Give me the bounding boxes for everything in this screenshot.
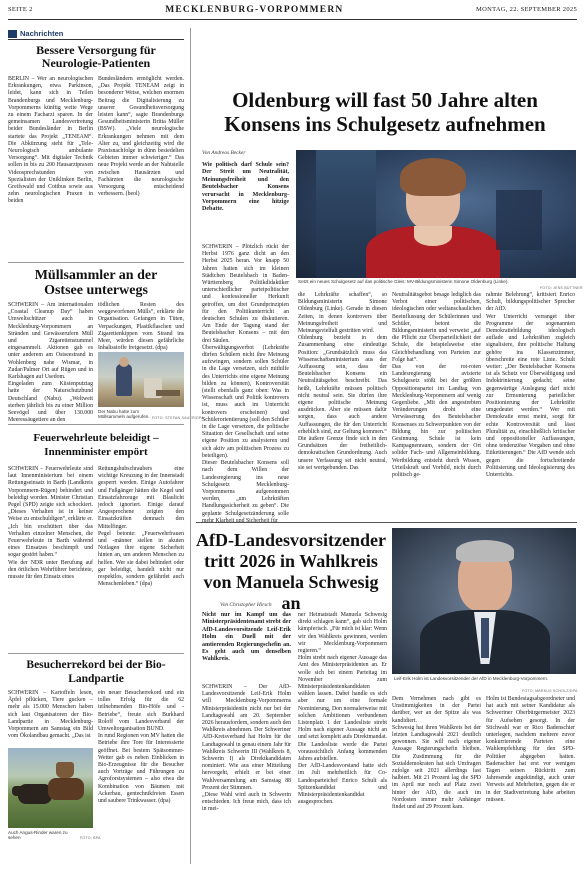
cattle-photo: [8, 748, 93, 828]
divider: [8, 424, 184, 425]
sidebar-a2-col1: SCHWERIN – Am internationalen „Coastal Cleanup Day“ haben Umweltschützer auch in Mecklenburg-Vorpommern an Stränden und Gewässerufern Müll und Zigarettenstummel eingesammelt. Aktionen gab es unter anderem am Ostseestrand in Wohlenberg nahe Wismar, in Zudar/Palmer Ort auf Rügen und in Karlshagen auf Usedom. Eingeladen zum Küstenputztag hatte der Naturschutzbund Deutschland (Nabu). „Weltweit sterben jährlich bis zu einer Million Seevögel und über 130.000 Meeressäugetiere an den: [8, 302, 93, 424]
oldenburg-photo: [296, 150, 576, 278]
second-col1: SCHWERIN – Der AfD-Landesvorsitzende Leif-Erik Holm will Mecklenburg-Vorpommerns Ministerpräsidentin nicht nur bei der Landtagswahl am 20. September 2026 herausfordern, sondern auch den Wahlkreis abnehmen. Der Schweriner AfD-Kreisverband hat Holm für die Landtagswahl in genau einem Jahr für Wahlkreis Schwerin III (Wahlkreis 8, Schwerin I) als Direktkandidaten nominiert. Wie aus einer Mitteilung hervorgeht, erhielt er bei einer Wahlversammlung am Samstag 88 Prozent der Stimmen. „Diese Wahl wird auch in Schwerin entschieden. Ich freue mich, dass ich in mei-: [202, 684, 291, 813]
main-col3: Neutralitätsgebot besage lediglich das Verbot einer politischen, ideologischen oder weltanschaulichen Beeinflussung der Schülerinnen und Schüler, betont die Bildungsministerin und verweist „auf die Pflicht zur Überparteilichkeit der Schule, die beispielsweise eine Gleichbehandlung von Parteien zur Folge hat“. Das von der rot-roten Landesregierung avisierte Schulgesetz stößt bei der größten Oppositionspartei im Landtag von Mecklenburg-Vorpommern auf wenig Gegenliebe. „Mit den angestrebten Veränderungen droht eine Verwässerung des Beutelsbacher Konsenses zu Schwerpunkten von der Bildung hin zur politischen Gesinnung. Schule ist kein Kampagnenraum, sondern der Ort solider Fach- und Allgemeinbildung. Wertbildung entsteht durch Wissen, Urteilskraft und Vorbild, nicht durch politisch ge-: [392, 292, 481, 479]
main-lead: Wie politisch darf Schule sein? Der Streit um Neutralität, Meinungsfreiheit und den Beutelsbacher Konsens verursacht in Mecklenburg-Vorpommern eine hitzige Debatte.: [202, 162, 289, 213]
issue-date: MONTAG, 22. SEPTEMBER 2025: [476, 6, 577, 13]
sidebar-a1-col1: BERLIN – Wer an neurologischen Erkrankungen, etwa Parkinson, leidet, kann sich in Teilen Brandenburgs und Mecklenburg-Vorpommerns künftig weite Wege zu einem Facharzt sparen. In der gemeinsamen Landesvertretung beider Bundesländer in Berlin startete das Projekt „TENEAM“. Die Abkürzung steht für „Tele-Neurologisch ambulante Versorgung“. Mit digitaler Technik sollen in bis zu 200 Hausarztpraxen Videosprechstunden von Spezialisten der Uniklinken Berlin, Greifswald und Cottbus sowie aus zehn neurologischen Praxen in beiden: [8, 76, 93, 205]
second-byline: Von Christopher Hirsch: [220, 602, 272, 608]
sidebar-a4-caption: Auch Angus-Rinder waren zu sehen: [8, 830, 68, 841]
sidebar-a4-col2: ein neuer Besucherrekord und ein tolles Erfolg für die 62 teilnehmenden Bio-Höfe und -Betriebe“, freute sich Burkhard Roloff vom Landesverband der Umweltorganisation BUND. In rund Regionen von MV hatten die Betriebe ihre Tore für Interessierte geöffnet. Bei bestem Spätsommer-Wetter gab es neben Einblicken in Bio-Erzeugnisse für die Besucher auch Vorträge und Führungen zu Agroforstsystemen – also etwa die Kombination von Bäumen mit Ackerbau, gentechnikfreien Essen und saubere Trinkwasser. (dpa): [98, 690, 184, 805]
column-divider: [190, 28, 191, 864]
holm-photo: [392, 528, 576, 674]
main-byline: Von Andreas Becker: [202, 150, 246, 156]
divider: [196, 522, 577, 523]
page-number: SEITE 2: [8, 6, 33, 13]
page-header: [8, 0, 577, 20]
sidebar-label: [8, 28, 184, 40]
sidebar-a1-col2: Bundesländern ermöglicht werden. „Das Projekt TENEAM zeigt in besonderer Weise, welchen enormen Beitrag die Digitalisierung zu unserer Gesundheitsversorgung leisten kann“, sagte Brandenburgs Gesundheitsministerin Britta Müller (BSW). „Viele neurologische Erkrankungen nehmen mit dem Alter zu, und gleichzeitig wird die Praxisnachfolge in dünn besiedelten Gebieten immer schwieriger.“ Das neue Projekt werde an der Nahtstelle zwischen Hausärzten und Fachärzten die neurologische Versorgung entscheidend verbessern. (beol): [98, 76, 184, 198]
second-photo-caption: Leif-Erik Holm ist Landesvorsitzender der AfD in Mecklenburg-Vorpommern.: [394, 676, 549, 681]
sidebar-a4-headline: Besucherrekord bei der Bio-Landpartie: [26, 659, 166, 685]
main-photo-credit: FOTO: JENS BÜTTNER: [540, 286, 583, 290]
sidebar-a2-caption: Der Nabu hatte zum Müllsammeln aufgerufen.: [98, 409, 150, 420]
second-lead: Nicht nur im Kampf um das Ministerpräsidentenamt strebt der AfD-Landesvorsitzende Leif-Erik Holm ein Duell mit der amtierenden Regierungschefin an. Es geht auch um denselben Wahlkreis.: [202, 612, 291, 663]
main-headline: Oldenburg will fast 50 Jahre alten Konsens ins Schulgesetz aufnehmen: [224, 88, 546, 136]
sidebar-a4-col1: SCHWERIN – Kartoffeln lesen, Äpfel pflücken, Tiere gucken – mehr als 15.000 Menschen haben sich laut Organisatoren der Bio-Landpartie in Mecklenburg-Vorpommern am Samstag ein Bild vom Ökolandbau gemacht. „Das ist: [8, 690, 93, 740]
sidebar-section-label: Nachrichten: [20, 29, 64, 38]
sidebar-a1-headline: Bessere Versorgung für Neurologie-Patienten: [36, 43, 156, 70]
main-col1: SCHWERIN – Plötzlich rückt der Herbst 1976 ganz dicht an den Herbst 2025 heran. Vor knapp 50 Jahren hatten sich im kleinen Städtchen Beutelsbach in Baden-Württemberg Politikdidaktiker unterschiedlicher parteipolitischer und konfessioneller Herkunft getroffen, um drei Grundprinzipien für den Politikunterricht an deutschen Schulen zu diskutieren. Am Ende der Tagung stand der Beutelsbacher Konsens – mit den drei Säulen. Überwältigungsverbot (Lehrkräfte dürfen Schülern nicht ihre Meinung aufzwingen, sondern sollen Schüler in die Lage versetzen, sich mithilfe des Unterrichts eine eigene Meinung bilden zu können), Kontroversität (stellt ebenfalls ganz oben: Was in Wissenschaft und Politik kontrovers ist, muss auch im Unterricht kontrovers erscheinen) und Schülerorientierung (soll den Schüler in die Lage versetzen, die politische Situation der Gesellschaft und seine eigene Position zu analysieren und sich aktiv am politischen Prozess zu beteiligen). Dieser Beutelsbacher Konsens soll nach dem Willen der Landesregierung ins neue Schulgesetz Mecklenburg-Vorpommerns aufgenommen werden, „um Lehrkräften Handlungssicherheit zu geben“. Die geplante Schulgesetzänderung solle mehr Klarheit und Sicherheit für: [202, 244, 289, 524]
main-col2: die Lehrkräfte schaffen“, so Bildungsministerin Simone Oldenburg (Linke). Gerade in diesen Zeiten, in denen kontrovers über Meinungsfreiheit und Meinungsvielfalt gestritten wird. Oldenburg bezieht in dem Zusammenhang eine eindeutige Position: „Grundsätzlich muss das Wissenschaftsministerium aus der Auffassung sein, dass der Beutelsbacher Konsens ein Neutralitätsgebot beschreibt. Das heißt, Lehrkräfte müssen politisch nicht neutral sein. Sie dürfen ihre eigene politische Meinung ausdrücken. Aber sie müssen dafür sorgen, dass auch andere Auffassungen, die für den Unterricht erheblich sind, zur Geltung kommen.“ Die äußere Grenze finde sich in den Grundsätzen der freiheitlich-demokratischen Grundordnung. Auch unsere Verfassung sei nicht neutral, sie sei wertgebunden. Das: [298, 292, 387, 471]
second-col4: Holm ist Bundestagsabgeordneter und hat auch mit seiner Kandidatur als Schweriner Oberbürgermeister 2023 für Aufsehen gesorgt. In der Stichwahl war er Rico Badenschier unterlegen, nachdem mehrere zuvor konkurrierende Parteien eine Wahlempfehlung für den SPD-Politiker abgegeben hatten. Badenschier hat erst vor wenigen Tagen seinen Rücktritt zum Jahresende angekündigt, auch unter Verweis auf Mehrheiten, gegen die er in der Stadtvertretung habe arbeiten müssen.: [486, 696, 575, 803]
second-col3: Dem Vernehmen nach gibt es Unstimmigkeiten in der Partei darüber, wer an der Spitze als was kandidiert. Schwesig hat ihren Wahlkreis bei der letzten Landtagswahl 2021 deutlich gewonnen. Sie will nach eigener Aussage Regierungschefin bleiben. Die Zustimmung für die Sozialdemokraten hat sich Umfragen zufolge seit 2021 allerdings fast halbiert. Mit 21 Prozent lag die SPD im April nur noch auf Platz zwei hinter der AfD, die auch im Nordosten immer mehr Anhänger findet und auf 29 Prozent kam.: [392, 696, 481, 811]
main-photo-caption: Setzt ein neues Schulgesetz auf das politische Gleis: MV-Bildungsministerin Simone Oldenburg (Linke).: [298, 279, 509, 284]
main-col4: rahmte Belehrung“, kritisiert Enrico Schult, bildungspolitischer Sprecher der AfD. Wer Unterricht verranget über Programme der sogenannten Demokratiebildung ideologisch auflade und Lehrkräften zugleich signalisiere, ihre politische Haltung gehöre ins Klassenzimmer, überschreite eine rote Linie. Schult weiter: „Der Beutelsbacher Konsens ist als Schutz vor Überwältigung und Indoktrinierung gedacht; seine gegenwärtige Auslegung darf nicht zur Ermunterung parteilicher Positionierung der Lehrkräfte umgedeutet werden.“ Wer mit Demokratie ernst meint, sorgt für echte Kontroversität und lässt Pluralität zu, einschließlich kritischer und oppositioneller Auffassungen, ohne tendenziöse Vorgaben und ohne Etikettierungen.“ Die AfD wende sich gegen die fortschreitende Politisierung und Ideologisierung des Unterrichts.: [486, 292, 575, 479]
sidebar-a2-headline: Müllsammler an der Ostsee unterwegs: [34, 268, 158, 298]
beach-cleanup-photo: [98, 352, 184, 407]
divider: [8, 653, 184, 654]
sidebar-a3-headline: Feuerwehrleute beleidigt – Innenminister empört: [33, 432, 159, 458]
sidebar-a2-col2: tödlichen Resten des weggeworfenen Mülls“, erklärte die Organisation. Gefangen in Tüten, Verpackungen, Plastikflaschen und Zigarettenkippen vom Strand ins Meer, würden diesen gefährliche Inhaltsstoffe freigesetzt. (dpa): [98, 302, 184, 352]
sidebar-a3-col1: SCHWERIN – Feuerwehrleute sind laut Innenministerium bei einem Rettungseinsatz in Barth (Landkreis Vorpommern-Rügen) behindert und beleidigt worden. Minister Christian Pegel (SPD) zeigte sich schockiert. „Dieses Verhalten ist in keiner Weise zu entschuldigen“, erklärte er. „Ich bin erschüttert über das Verhalten einzelner Menschen, die Feuerwehrleute in Barth während eines Einsatzes beschimpft und sogar gestört haben.“ Wie der NDR unter Berufung auf den örtlichen Wehrführer berichtete, musste für den Einsatz eines: [8, 466, 93, 581]
sidebar-a4-credit: FOTO: BPA: [80, 836, 101, 840]
section-title: MECKLENBURG-VORPOMMERN: [165, 4, 344, 15]
section-marker-icon: [8, 30, 17, 38]
second-photo-credit: FOTO: MARKUS SCHOLZ/DPA: [522, 689, 578, 693]
divider: [8, 262, 184, 263]
second-headline: AfD-Landesvorsitzender tritt 2026 in Wahlkreis von Manuela Schwesig an: [196, 530, 386, 613]
sidebar-a3-col2: Rettungshubschraubers eine wichtige Kreuzung in der Innenstadt gesperrt werden. Einige Autofahrer und Fußgänger hätten die Kegel und Einsatzfahrzeuge mit Blaulicht jedoch ignoriert. Einige darauf Angesprochene zeigten den Einsatzkräften demnach den Mittelfinger. Pegel betonte: „Feuerwehrfrauen und -männer stellen in akuten Notlagen ihre eigene Sicherheit hinten an, um anderen Menschen zu helfen. Wer sie dabei behindert oder gar beleidigt, handelt nicht nur respektlos, sondern gefährdet auch Menschenleben.“ (dpa): [98, 466, 184, 588]
second-col2: ner Heimatstadt Manuela Schwesig direkt schlagen kann“, gab sich Holm kämpferisch. „Für mich ist klar: Wenn wir den Wahlkreis gewinnen, werden wir Mecklenburg-Vorpommern regieren.“ Holm strebt nach eigener Aussage das Amt des Ministerpräsidenten an. Er wolle sich bei einem Parteitag im November zum Ministerpräsidentenkandidaten wählen lassen. Dabei handle es sich aber nur um eine formale Nominierung, Don normalerweise mit solchen Ambitionen verbundenen Listenplatz 1 der Landesliste strebt Holm nach eigener Aussage nicht an und setzt komplett aufs Direktmandat. Die Landesliste werde die Partei voraussichtlich Anfang kommenden Jahres aufstellen. Der AfD-Landesvorstand hatte sich im Juli mehrheitlich für Co-Landesparteichef Enrico Schult als Spitzenkandidat und Ministerpräsidentenkandidat ausgesprochen.: [298, 612, 387, 806]
sidebar-a2-credit: FOTO: STEFAN SAUER/DPA: [152, 416, 204, 420]
